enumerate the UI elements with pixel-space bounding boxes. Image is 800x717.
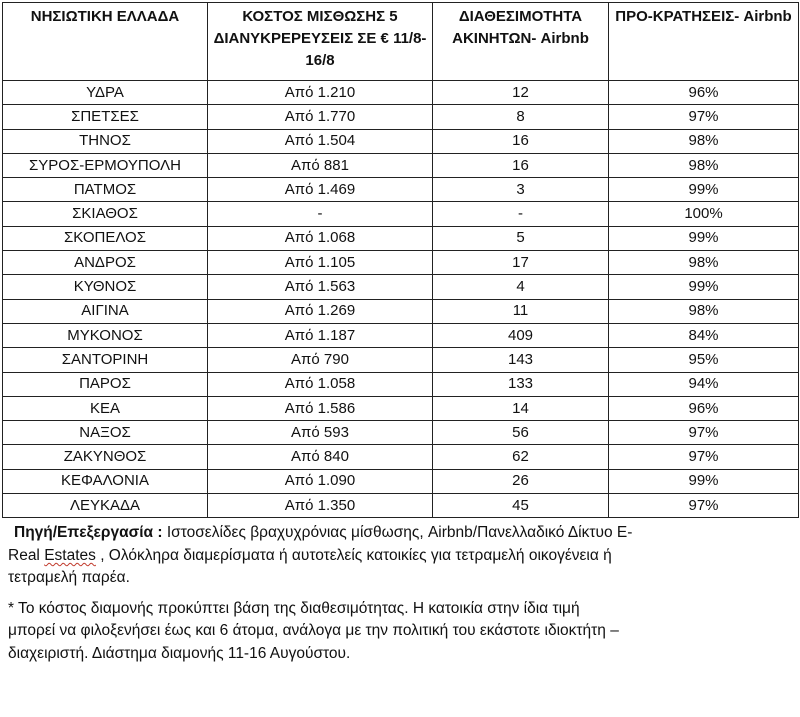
table-row [3, 445, 799, 469]
cell-island: ΚΕΦΑΛΟΝΙΑ [3, 469, 208, 493]
table-row [3, 372, 799, 396]
cell-island: ΚΥΘΝΟΣ [3, 275, 208, 299]
cell-rental-cost: Από 1.068 [208, 226, 433, 250]
table-notes [2, 518, 798, 665]
cell-availability: - [433, 202, 609, 226]
table-row [3, 202, 799, 226]
cell-rental-cost: Από 881 [208, 153, 433, 177]
table-row [3, 494, 799, 518]
cell-rental-cost: - [208, 202, 433, 226]
cell-island: ΛΕΥΚΑΔΑ [3, 494, 208, 518]
cell-availability: 133 [433, 372, 609, 396]
cell-rental-cost: Από 1.770 [208, 105, 433, 129]
cell-availability: 12 [433, 81, 609, 105]
cell-pre-bookings: 99% [609, 469, 799, 493]
cell-pre-bookings: 97% [609, 445, 799, 469]
cell-rental-cost: Από 1.058 [208, 372, 433, 396]
cell-island: ΣΚΙΑΘΟΣ [3, 202, 208, 226]
document-page [2, 2, 798, 665]
table-row [3, 275, 799, 299]
cell-island: ΚΕΑ [3, 396, 208, 420]
table-body [3, 81, 799, 518]
source-text-2b: Estates [44, 546, 96, 564]
cell-pre-bookings: 98% [609, 153, 799, 177]
header-pre-bookings: ΠΡΟ-ΚΡΑΤΗΣΕΙΣ- Airbnb [609, 3, 799, 81]
cell-availability: 26 [433, 469, 609, 493]
footnote-line-2: μπορεί να φιλοξενήσει έως και 6 άτομα, ανάλογα με την πολιτική του εκάστοτε ιδιοκτήτη – [8, 622, 619, 640]
cell-availability: 45 [433, 494, 609, 518]
source-text-3: τετραμελή παρέα. [8, 569, 130, 587]
cell-availability: 4 [433, 275, 609, 299]
cell-availability: 143 [433, 348, 609, 372]
cell-island: ΥΔΡΑ [3, 81, 208, 105]
cell-rental-cost: Από 1.563 [208, 275, 433, 299]
cell-pre-bookings: 84% [609, 323, 799, 347]
source-note [8, 522, 790, 590]
cell-pre-bookings: 98% [609, 129, 799, 153]
cell-rental-cost: Από 1.504 [208, 129, 433, 153]
table-row [3, 251, 799, 275]
header-row [3, 3, 799, 81]
cell-island: ΠΑΤΜΟΣ [3, 178, 208, 202]
cell-availability: 3 [433, 178, 609, 202]
cell-island: ΝΑΞΟΣ [3, 421, 208, 445]
source-text-2c: , Ολόκληρα διαμερίσματα ή αυτοτελείς κατοικίες για τετραμελή οικογένεια ή [95, 546, 612, 564]
cell-island: ΣΚΟΠΕΛΟΣ [3, 226, 208, 250]
cell-pre-bookings: 94% [609, 372, 799, 396]
table-row [3, 469, 799, 493]
table-header [3, 3, 799, 81]
source-text-1: Ιστοσελίδες βραχυχρόνιας μίσθωσης, Airbnb/Πανελλαδικό Δίκτυο E- [162, 524, 633, 542]
cell-rental-cost: Από 1.105 [208, 251, 433, 275]
cell-island: ΣΑΝΤΟΡΙΝΗ [3, 348, 208, 372]
cell-pre-bookings: 100% [609, 202, 799, 226]
table-row [3, 81, 799, 105]
cell-rental-cost: Από 593 [208, 421, 433, 445]
cell-availability: 14 [433, 396, 609, 420]
cell-island: ΜΥΚΟΝΟΣ [3, 323, 208, 347]
header-island: ΝΗΣΙΩΤΙΚΗ ΕΛΛΑΔΑ [3, 3, 208, 81]
cell-availability: 409 [433, 323, 609, 347]
cell-rental-cost: Από 1.187 [208, 323, 433, 347]
cell-availability: 16 [433, 153, 609, 177]
header-rental-cost: ΚΟΣΤΟΣ ΜΙΣΘΩΣΗΣ 5 ΔΙΑΝΥΚΡΕΡΕΥΣΕΙΣ ΣΕ € 11/8-16/8 [208, 3, 433, 81]
cell-pre-bookings: 99% [609, 178, 799, 202]
table-row [3, 421, 799, 445]
cell-pre-bookings: 97% [609, 494, 799, 518]
cell-pre-bookings: 98% [609, 251, 799, 275]
cell-pre-bookings: 98% [609, 299, 799, 323]
table-row [3, 105, 799, 129]
cell-island: ΖΑΚΥΝΘΟΣ [3, 445, 208, 469]
cell-rental-cost: Από 1.210 [208, 81, 433, 105]
cell-island: ΤΗΝΟΣ [3, 129, 208, 153]
cell-rental-cost: Από 1.269 [208, 299, 433, 323]
table-row [3, 348, 799, 372]
cell-availability: 16 [433, 129, 609, 153]
source-text-2a: Real [8, 546, 45, 564]
cell-pre-bookings: 97% [609, 421, 799, 445]
cell-rental-cost: Από 1.586 [208, 396, 433, 420]
cell-island: ΣΥΡΟΣ-ΕΡΜΟΥΠΟΛΗ [3, 153, 208, 177]
footnote-line-3: διαχειριστή. Διάστημα διαμονής 11-16 Αυγούστου. [8, 644, 351, 662]
footnote [8, 598, 790, 666]
islands-rental-table [2, 2, 799, 518]
source-label: Πηγή/Επεξεργασία : [14, 524, 163, 542]
table-row [3, 153, 799, 177]
cell-pre-bookings: 99% [609, 275, 799, 299]
cell-island: ΑΙΓΙΝΑ [3, 299, 208, 323]
cell-availability: 62 [433, 445, 609, 469]
cell-pre-bookings: 95% [609, 348, 799, 372]
cell-pre-bookings: 99% [609, 226, 799, 250]
cell-rental-cost: Από 790 [208, 348, 433, 372]
cell-island: ΠΑΡΟΣ [3, 372, 208, 396]
cell-rental-cost: Από 1.090 [208, 469, 433, 493]
table-row [3, 226, 799, 250]
cell-pre-bookings: 97% [609, 105, 799, 129]
table-row [3, 178, 799, 202]
cell-availability: 5 [433, 226, 609, 250]
cell-rental-cost: Από 840 [208, 445, 433, 469]
cell-availability: 56 [433, 421, 609, 445]
cell-availability: 11 [433, 299, 609, 323]
table-row [3, 129, 799, 153]
cell-pre-bookings: 96% [609, 396, 799, 420]
cell-rental-cost: Από 1.350 [208, 494, 433, 518]
cell-rental-cost: Από 1.469 [208, 178, 433, 202]
header-availability: ΔΙΑΘΕΣΙΜΟΤΗΤΑ ΑΚΙΝΗΤΩΝ- Airbnb [433, 3, 609, 81]
table-row [3, 396, 799, 420]
cell-pre-bookings: 96% [609, 81, 799, 105]
table-row [3, 323, 799, 347]
cell-availability: 8 [433, 105, 609, 129]
cell-island: ΑΝΔΡΟΣ [3, 251, 208, 275]
cell-availability: 17 [433, 251, 609, 275]
table-row [3, 299, 799, 323]
cell-island: ΣΠΕΤΣΕΣ [3, 105, 208, 129]
footnote-line-1: * Το κόστος διαμονής προκύπτει βάση της διαθεσιμότητας. Η κατοικία στην ίδια τιμή [8, 599, 580, 617]
